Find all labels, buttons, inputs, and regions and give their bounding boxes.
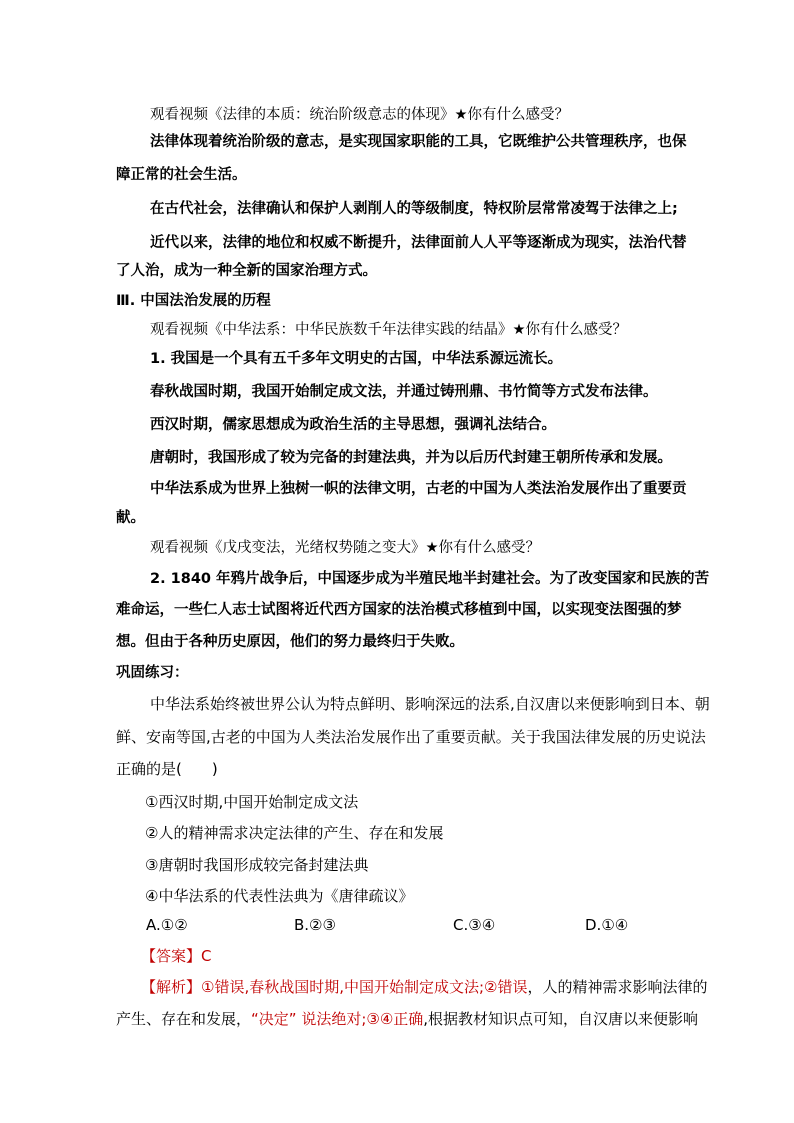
analysis-text-2a: 产生、存在和发展， [116,1010,252,1028]
option-d: D.①④ [585,916,629,934]
statement-3: ③唐朝时我国形成较完备封建法典 [145,856,369,874]
answer-label: 【答案】 [141,947,202,965]
tang-dynasty-line: 唐朝时，我国形成了较为完备的封建法典，并为以后历代封建王朝所传承和发展。 [150,450,672,466]
statement-2: ②人的精神需求决定法律的产生、存在和发展 [145,824,444,842]
option-c: C.③④ [453,916,496,934]
question-line-3: 正确的是( ) [116,760,218,778]
question-line-1: 中华法系始终被世界公认为特点鲜明、影响深远的法系,自汉唐以来便影响到日本、朝 [150,695,710,713]
analysis-text-1b: ，人的精神需求影响法律的 [527,978,708,996]
analysis-label: 【解析】 [141,978,202,996]
essence-line-1: 法律体现着统治阶级的意志，是实现国家职能的工具，它既维护公共管理秩序，也保 [150,134,687,150]
option-a: A.①② [146,916,188,934]
analysis-text-2b: “决定” 说法绝对;③④正确 [251,1010,424,1028]
video-prompt-reform: 观看视频《戊戌变法，光绪权势随之变大》★你有什么感受？ [150,540,540,556]
video-prompt-essence: 观看视频《法律的本质：统治阶级意志的体现》★你有什么感受？ [150,107,569,123]
ancient-society-line: 在古代社会，法律确认和保护人剥削人的等级制度，特权阶层常常凌驾于法律之上; [150,201,678,217]
analysis-line-2 [116,1009,698,1029]
option-b: B.②③ [294,916,336,934]
answer-line [141,946,212,966]
western-han-line: 西汉时期，儒家思想成为政治生活的主导思想，强调礼法结合。 [150,417,556,433]
video-prompt-chinese-legal-system: 观看视频《中华法系：中华民族数千年法律实践的结晶》★你有什么感受？ [150,322,627,338]
point-2-line-2: 难命运，一些仁人志士试图将近代西方国家的法治模式移植到中国，以实现变法图强的梦 [116,602,682,618]
point-1: 1. 我国是一个具有五千多年文明史的古国，中华法系源远流长。 [150,351,563,367]
statement-1: ①西汉时期,中国开始制定成文法 [145,793,359,811]
contribution-line-1: 中华法系成为世界上独树一帜的法律文明，古老的中国为人类法治发展作出了重要贡 [150,481,687,497]
question-line-2: 鲜、安南等国,古老的中国为人类法治发展作出了重要贡献。关于我国法律发展的历史说法 [116,728,706,746]
modern-line-2: 了人治，成为一种全新的国家治理方式。 [116,263,377,279]
analysis-text-2c: ,根据教材知识点可知，自汉唐以来便影响 [423,1010,699,1028]
spring-autumn-line: 春秋战国时期，我国开始制定成文法，并通过铸刑鼎、书竹简等方式发布法律。 [150,384,658,400]
section-heading-history: Ⅲ. 中国法治发展的历程 [116,293,271,309]
analysis-line-1 [141,977,708,997]
point-2-line-3: 想。但由于各种历史原因，他们的努力最终归于失败。 [116,634,464,650]
point-2-line-1: 2. 1840 年鸦片战争后，中国逐步成为半殖民地半封建社会。为了改变国家和民族的苦 [150,571,710,587]
statement-4: ④中华法系的代表性法典为《唐律疏议》 [145,887,414,905]
analysis-text-1a: ①错误,春秋战国时期,中国开始制定成文法;②错误 [201,978,528,996]
essence-line-2: 障正常的社会生活。 [116,167,247,183]
exercise-heading: 巩固练习： [116,665,189,681]
answer-options [0,915,794,937]
answer-value: C [201,947,212,965]
contribution-line-2: 献。 [116,510,145,526]
modern-line-1: 近代以来，法律的地位和权威不断提升，法律面前人人平等逐渐成为现实，法治代替 [150,235,687,251]
